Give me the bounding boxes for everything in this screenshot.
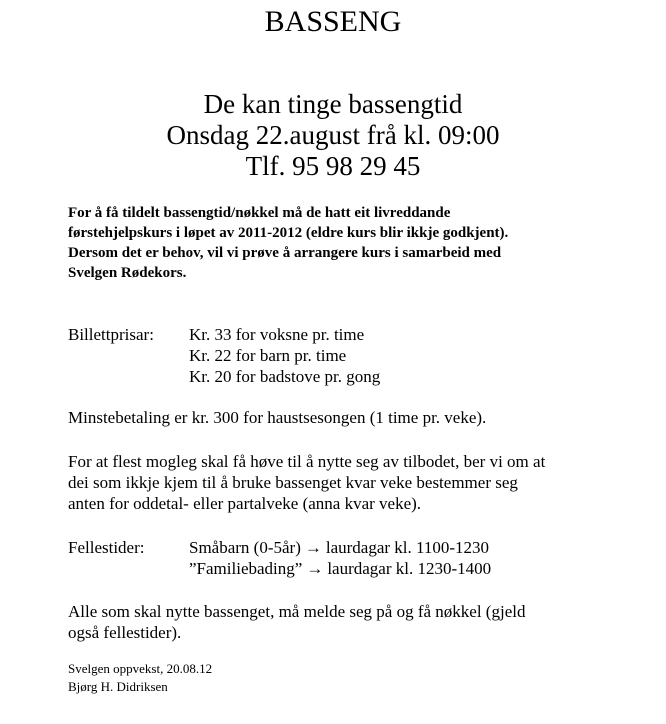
requirement-paragraph [68,203,628,283]
shared-time-slot: laurdagar kl. 1100-1230 [325,538,490,557]
announcement-phone: Tlf. 95 98 29 45 [245,151,421,181]
price-item: Kr. 33 for voksne pr. time [189,325,365,344]
document-title: BASSENG [264,5,402,38]
footer-author: Bjørg H. Didriksen [68,679,168,694]
shared-time-group: ”Familiebading” [189,559,303,578]
price-item: Kr. 20 for badstove pr. gong [189,367,381,386]
arrow-right-icon: → [306,559,324,578]
shared-times-label: Fellestider: [68,538,145,557]
arrow-right-icon: → [304,538,322,557]
usage-line: For at flest mogleg skal få høve til å nytte seg av tilbodet, ber vi om at [68,452,546,471]
usage-line: dei som ikkje kjem til å bruke bassenget kvar veke bestemmer seg [68,473,518,492]
price-item: Kr. 22 for barn pr. time [189,346,347,365]
minimum-payment: Minstebetaling er kr. 300 for haustsesongen (1 time pr. veke). [68,408,487,427]
requirement-line: For å få tildelt bassengtid/nøkkel må de hatt eit livreddande [68,205,451,221]
shared-time-slot: laurdagar kl. 1230-1400 [327,559,492,578]
requirement-line: førstehjelpskurs i løpet av 2011-2012 (eldre kurs blir ikkje godkjent). [68,225,509,241]
key-notice-line: også fellestider). [68,623,182,642]
requirement-line: Svelgen Rødekors. [68,265,187,281]
shared-time-group: Småbarn (0-5år) [189,538,301,557]
prices-label: Billettprisar: [68,325,154,344]
announcement-line-1: De kan tinge bassengtid [203,89,463,119]
announcement-date: Onsdag 22.august frå kl. 09:00 [166,120,500,150]
key-notice-line: Alle som skal nytte bassenget, må melde seg på og få nøkkel (gjeld [68,602,526,621]
shared-time-row [189,558,491,579]
usage-line: anten for oddetal- eller partalveke (anna kvar veke). [68,494,422,513]
footer-place-date: Svelgen oppvekst, 20.08.12 [68,661,213,676]
shared-time-row [189,537,489,558]
requirement-line: Dersom det er behov, vil vi prøve å arrangere kurs i samarbeid med [68,245,502,261]
